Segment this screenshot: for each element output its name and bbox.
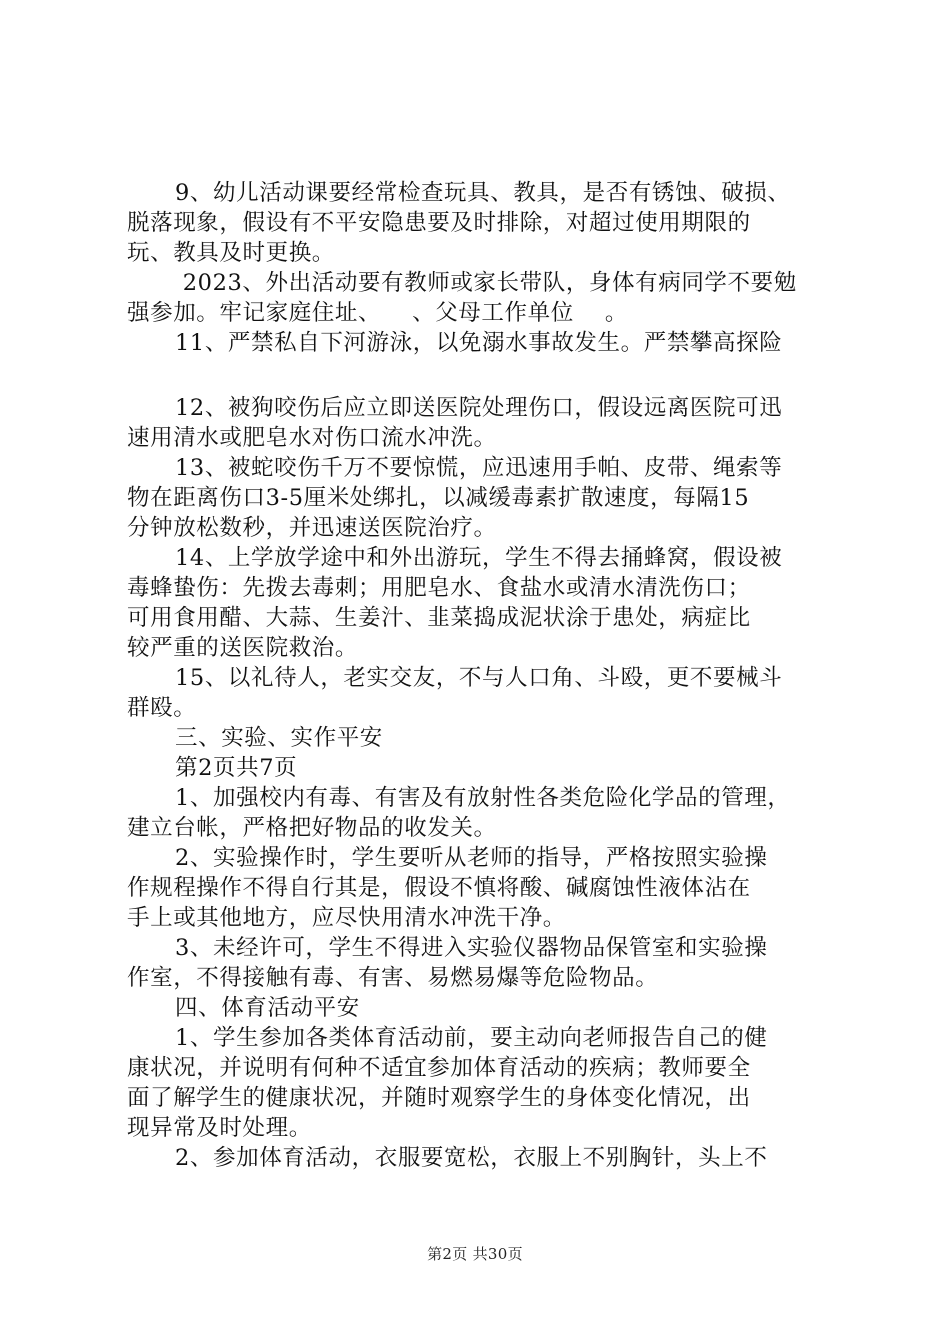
paragraph-line: 群殴。 bbox=[127, 695, 197, 721]
paragraph-line: 1、加强校内有毒、有害及有放射性各类危险化学品的管理， bbox=[175, 785, 791, 811]
section-heading: 三、实验、实作平安 bbox=[175, 725, 383, 751]
paragraph-line: 12、被狗咬伤后应立即送医院处理伤口，假设远离医院可迅 bbox=[175, 395, 783, 421]
paragraph-line: 9、幼儿活动课要经常检查玩具、教具，是否有锈蚀、破损、 bbox=[175, 180, 791, 206]
page-footer: 第2页 共30页 bbox=[427, 1245, 523, 1263]
paragraph-line: 玩、教具及时更换。 bbox=[127, 240, 335, 266]
paragraph-line: 速用清水或肥皂水对伤口流水冲洗。 bbox=[127, 425, 497, 451]
paragraph-line: 11、严禁私自下河游泳，以免溺水事故发生。严禁攀高探险 bbox=[175, 330, 783, 356]
paragraph-line: 3、未经许可，学生不得进入实验仪器物品保管室和实验操 bbox=[175, 935, 768, 961]
paragraph-line: 1、学生参加各类体育活动前，要主动向老师报告自己的健 bbox=[175, 1025, 768, 1051]
paragraph-line: 13、被蛇咬伤千万不要惊慌，应迅速用手帕、皮带、绳索等 bbox=[175, 455, 783, 481]
inline-page-marker: 第2页共7页 bbox=[175, 755, 298, 781]
paragraph-line: 物在距离伤口3-5厘米处绑扎，以减缓毒素扩散速度，每隔15 bbox=[127, 485, 750, 511]
paragraph-line: 2、实验操作时，学生要听从老师的指导，严格按照实验操 bbox=[175, 845, 768, 871]
paragraph-line: 14、上学放学途中和外出游玩，学生不得去捅蜂窝，假设被 bbox=[175, 545, 783, 571]
paragraph-line: 脱落现象，假设有不平安隐患要及时排除，对超过使用期限的 bbox=[127, 210, 751, 236]
paragraph-line: 强参加。牢记家庭住址、 、父母工作单位 。 bbox=[127, 300, 628, 326]
paragraph-line: 分钟放松数秒，并迅速送医院治疗。 bbox=[127, 515, 497, 541]
paragraph-line: 2、参加体育活动，衣服要宽松，衣服上不别胸针，头上不 bbox=[175, 1145, 768, 1171]
paragraph-line: 作室，不得接触有毒、有害、易燃易爆等危险物品。 bbox=[127, 965, 659, 991]
paragraph-line: 建立台帐，严格把好物品的收发关。 bbox=[127, 815, 497, 841]
paragraph-line: 2023、外出活动要有教师或家长带队，身体有病同学不要勉 bbox=[175, 270, 797, 296]
paragraph-line: 现异常及时处理。 bbox=[127, 1115, 312, 1141]
paragraph-line: 手上或其他地方，应尽快用清水冲洗干净。 bbox=[127, 905, 566, 931]
paragraph-line: 作规程操作不得自行其是，假设不慎将酸、碱腐蚀性液体沾在 bbox=[127, 875, 751, 901]
section-heading: 四、体育活动平安 bbox=[175, 995, 360, 1021]
paragraph-line: 毒蜂蛰伤：先拨去毒刺；用肥皂水、食盐水或清水清洗伤口； bbox=[127, 575, 751, 601]
paragraph-line: 较严重的送医院救治。 bbox=[127, 635, 359, 661]
paragraph-line: 面了解学生的健康状况，并随时观察学生的身体变化情况，出 bbox=[127, 1085, 751, 1111]
paragraph-line: 15、以礼待人，老实交友，不与人口角、斗殴，更不要械斗 bbox=[175, 665, 783, 691]
paragraph-line: 可用食用醋、大蒜、生姜汁、韭菜捣成泥状涂于患处，病症比 bbox=[127, 605, 751, 631]
paragraph-line: 康状况，并说明有何种不适宜参加体育活动的疾病；教师要全 bbox=[127, 1055, 751, 1081]
